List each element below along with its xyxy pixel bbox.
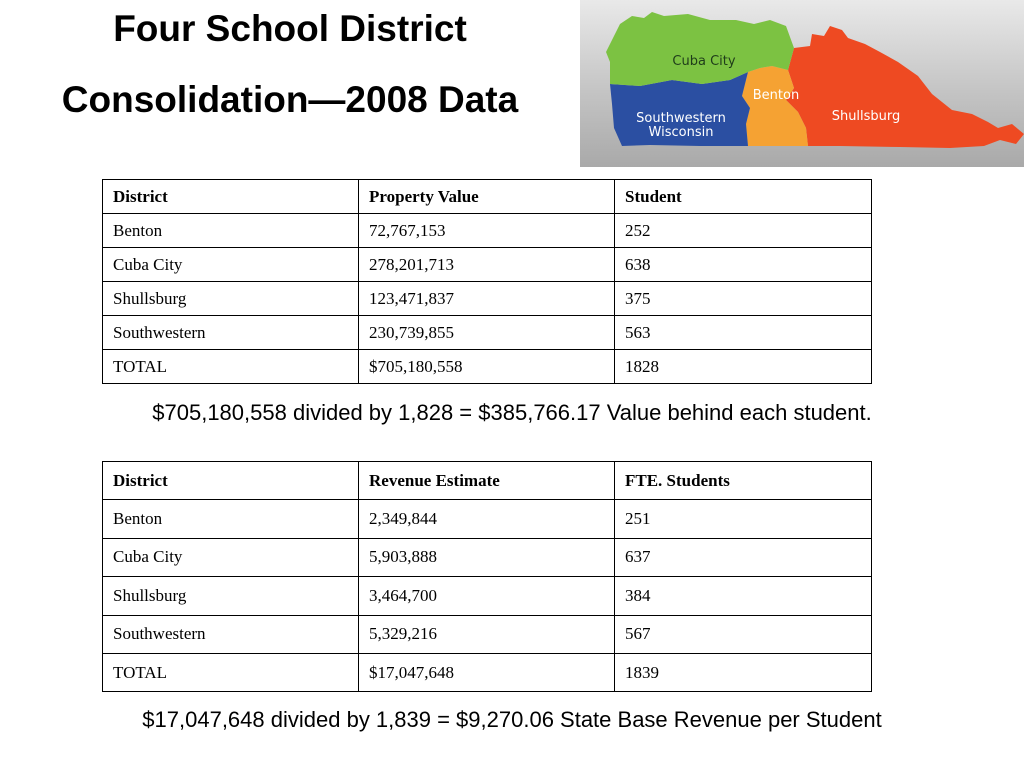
column-header: District bbox=[103, 180, 359, 214]
table-cell: 1828 bbox=[615, 350, 872, 384]
table-cell: 384 bbox=[615, 577, 872, 615]
table-cell: 251 bbox=[615, 500, 872, 538]
column-header: Student bbox=[615, 180, 872, 214]
map-label-southwestern: Southwestern bbox=[636, 111, 726, 126]
table-cell: 72,767,153 bbox=[359, 214, 615, 248]
table-row bbox=[103, 316, 872, 350]
table-header-row bbox=[103, 180, 872, 214]
table-cell: Benton bbox=[103, 500, 359, 538]
map-label-benton: Benton bbox=[752, 88, 800, 103]
table-row bbox=[103, 214, 872, 248]
revenue-estimate-table bbox=[102, 461, 872, 692]
property-value-note: $705,180,558 divided by 1,828 = $385,766.17 Value behind each student. bbox=[152, 400, 872, 425]
property-value-table bbox=[102, 179, 872, 384]
table-cell: 638 bbox=[615, 248, 872, 282]
table-cell: 5,329,216 bbox=[359, 615, 615, 653]
table-cell: 252 bbox=[615, 214, 872, 248]
table-cell: 5,903,888 bbox=[359, 538, 615, 576]
table-cell: TOTAL bbox=[103, 653, 359, 691]
table-row bbox=[103, 538, 872, 576]
table-cell: 375 bbox=[615, 282, 872, 316]
table-cell: $17,047,648 bbox=[359, 653, 615, 691]
slide-title-line-1: Four School District bbox=[113, 8, 467, 49]
table-cell: TOTAL bbox=[103, 350, 359, 384]
map-region-shullsburg bbox=[786, 26, 1024, 148]
district-map bbox=[580, 0, 1024, 167]
table-cell: Shullsburg bbox=[103, 282, 359, 316]
map-label-wisconsin: Wisconsin bbox=[648, 125, 714, 140]
table-cell: 563 bbox=[615, 316, 872, 350]
column-header: District bbox=[103, 462, 359, 500]
slide-title-line-2: Consolidation—2008 Data bbox=[61, 79, 519, 120]
table-row bbox=[103, 615, 872, 653]
table-cell: Southwestern bbox=[103, 316, 359, 350]
column-header: Revenue Estimate bbox=[359, 462, 615, 500]
map-label-shullsburg: Shullsburg bbox=[831, 109, 901, 124]
table-cell: 278,201,713 bbox=[359, 248, 615, 282]
table-row bbox=[103, 577, 872, 615]
table-cell: Benton bbox=[103, 214, 359, 248]
map-label-cuba-city: Cuba City bbox=[672, 54, 736, 69]
table-cell: 2,349,844 bbox=[359, 500, 615, 538]
table-row bbox=[103, 500, 872, 538]
table-row bbox=[103, 248, 872, 282]
table-cell: 3,464,700 bbox=[359, 577, 615, 615]
table-cell: Cuba City bbox=[103, 248, 359, 282]
table-cell: 567 bbox=[615, 615, 872, 653]
table-cell: Shullsburg bbox=[103, 577, 359, 615]
table-row bbox=[103, 282, 872, 316]
table-cell: 637 bbox=[615, 538, 872, 576]
revenue-note: $17,047,648 divided by 1,839 = $9,270.06 State Base Revenue per Student bbox=[142, 707, 882, 732]
table-cell: Southwestern bbox=[103, 615, 359, 653]
table-cell: Cuba City bbox=[103, 538, 359, 576]
column-header: Property Value bbox=[359, 180, 615, 214]
table-total-row bbox=[103, 350, 872, 384]
table-total-row bbox=[103, 653, 872, 691]
table-header-row bbox=[103, 462, 872, 500]
table-cell: 230,739,855 bbox=[359, 316, 615, 350]
table-cell: 1839 bbox=[615, 653, 872, 691]
table-cell: 123,471,837 bbox=[359, 282, 615, 316]
table-cell: $705,180,558 bbox=[359, 350, 615, 384]
column-header: FTE. Students bbox=[615, 462, 872, 500]
